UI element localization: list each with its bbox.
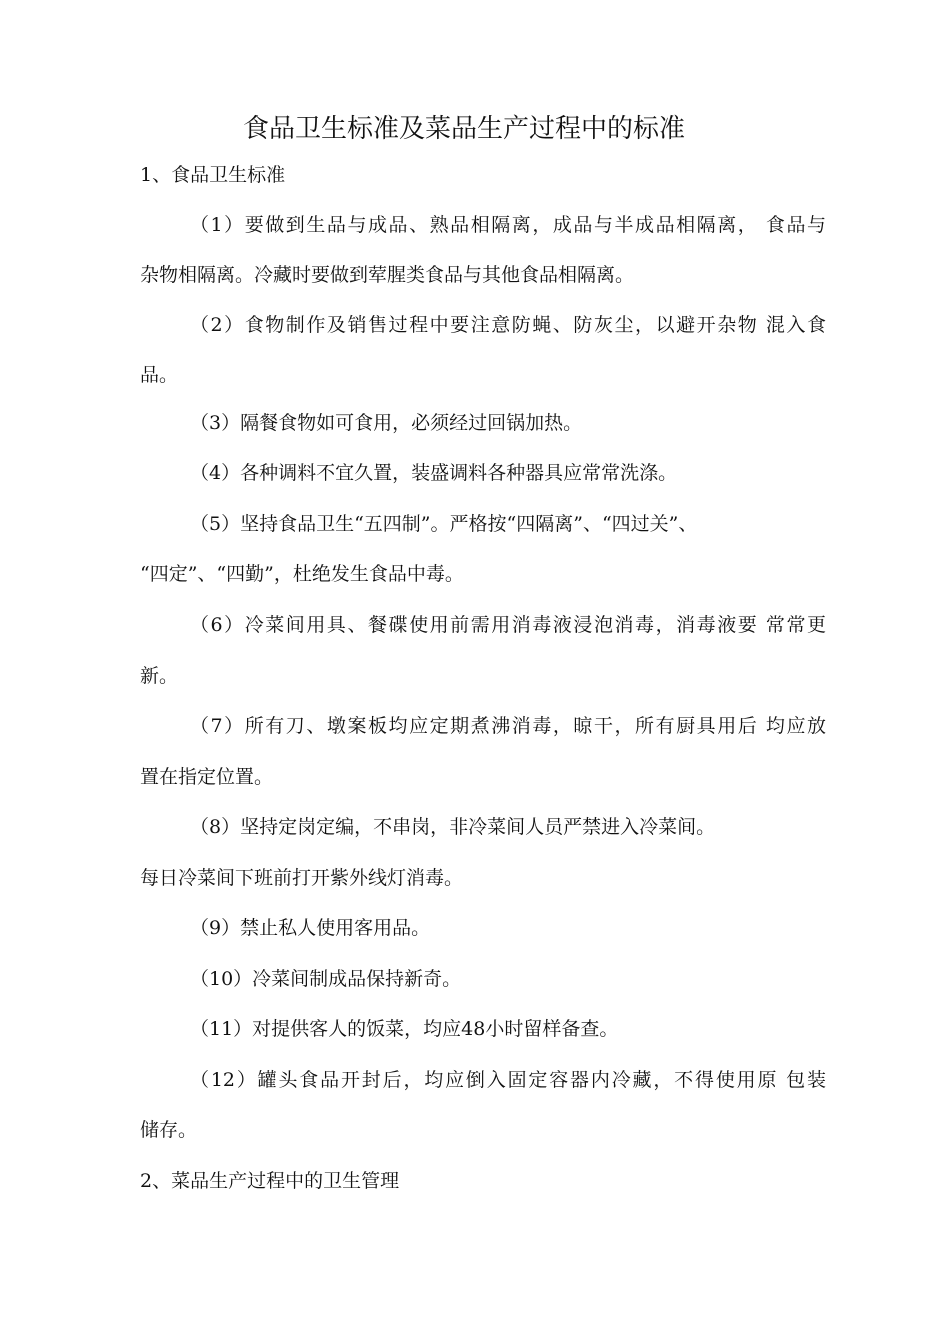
paragraph-line-6: （4）各种调料不宜久置，装盛调料各种器具应常常洗涤。 (190, 462, 678, 484)
paragraph-line-3: （2）食物制作及销售过程中要注意防蝇、防灰尘，以避开杂物 混入食 (190, 314, 826, 336)
paragraph-line-11: （7）所有刀、墩案板均应定期煮沸消毒，晾干，所有厨具用后 均应放 (190, 715, 826, 737)
paragraph-line-12: 置在指定位置。 (140, 766, 274, 788)
paragraph-line-7: （5）坚持食品卫生“五四制”。严格按“四隔离”、“四过关”、 (190, 513, 698, 535)
paragraph-line-15: （9）禁止私人使用客用品。 (190, 917, 431, 939)
section-heading-2: 2、菜品生产过程中的卫生管理 (140, 1170, 400, 1192)
document-title: 食品卫生标准及菜品生产过程中的标准 (243, 114, 686, 144)
paragraph-line-14: 每日冷菜间下班前打开紫外线灯消毒。 (140, 867, 464, 889)
paragraph-line-17: （11）对提供客人的饭菜，均应48小时留样备查。 (190, 1018, 619, 1040)
paragraph-line-10: 新。 (140, 665, 179, 687)
paragraph-line-18: （12）罐头食品开封后，均应倒入固定容器内冷藏，不得使用原 包装 (190, 1069, 826, 1091)
paragraph-line-19: 储存。 (140, 1119, 198, 1141)
paragraph-line-1: （1）要做到生品与成品、熟品相隔离，成品与半成品相隔离， 食品与 (190, 214, 826, 236)
paragraph-line-2: 杂物相隔离。冷藏时要做到荤腥类食品与其他食品相隔离。 (140, 264, 635, 286)
section-heading-1: 1、食品卫生标准 (140, 164, 286, 186)
paragraph-line-16: （10）冷菜间制成品保持新奇。 (190, 968, 462, 990)
paragraph-line-5: （3）隔餐食物如可食用，必须经过回锅加热。 (190, 412, 583, 434)
paragraph-line-8: “四定”、“四勤”，杜绝发生食品中毒。 (140, 563, 464, 585)
paragraph-line-4: 品。 (140, 364, 179, 386)
paragraph-line-13: （8）坚持定岗定编，不串岗，非冷菜间人员严禁进入冷菜间。 (190, 816, 716, 838)
paragraph-line-9: （6）冷菜间用具、餐碟使用前需用消毒液浸泡消毒，消毒液要 常常更 (190, 614, 826, 636)
